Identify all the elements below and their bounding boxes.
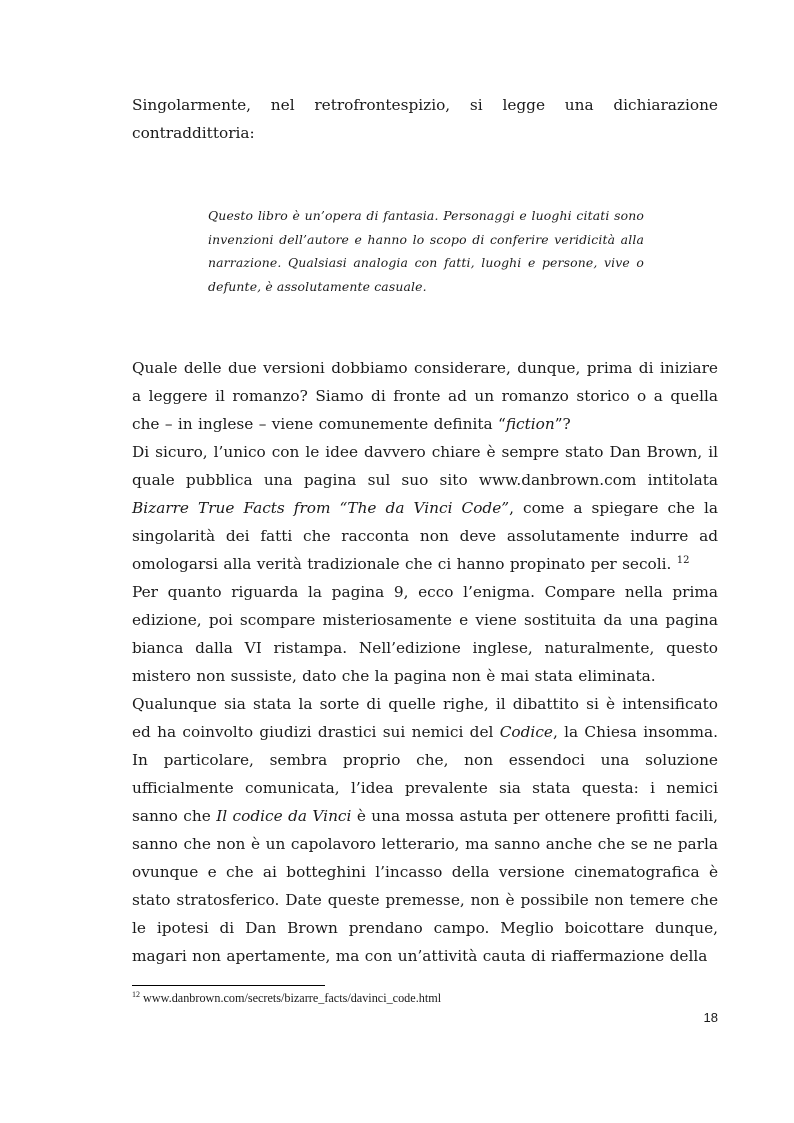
paragraph-1-emphasis: fiction <box>505 415 555 433</box>
quote-text: Questo libro è un’opera di fantasia. Personaggi e luoghi citati sono invenzioni dell’autore e hanno lo scopo di conferire veridicità alla narrazione. Qualsiasi analogia con fatti, luoghi e persone, vive o defunte, è assolutamente casuale. <box>208 208 644 294</box>
page-number: 18 <box>703 1010 718 1025</box>
paragraph-4-emphasis-2: Il codice da Vinci <box>216 807 352 825</box>
footnote-text: www.danbrown.com/secrets/bizarre_facts/davinci_code.html <box>140 991 442 1005</box>
paragraph-2-text-a: Di sicuro, l’unico con le idee davvero chiare è sempre stato Dan Brown, il quale pubblica una pagina sul suo sito www.danbrown.com intitolata <box>132 443 718 489</box>
footnote-number: 12 <box>132 989 140 999</box>
block-quote <box>208 204 644 298</box>
main-text <box>132 354 718 970</box>
paragraph-2-emphasis: Bizarre True Facts from “The da Vinci Code” <box>132 499 510 517</box>
paragraph-3-text: Per quanto riguarda la pagina 9, ecco l’enigma. Compare nella prima edizione, poi scompare misteriosamente e viene sostituita da una pagina bianca dalla VI ristampa. Nell’edizione inglese, naturalmente, questo mistero non sussiste, dato che la pagina non è mai stata eliminata. <box>132 583 718 685</box>
paragraph-1 <box>132 354 718 438</box>
paragraph-1-text-a: Quale delle due versioni dobbiamo considerare, dunque, prima di iniziare a leggere il romanzo? Siamo di fronte ad un romanzo storico o a quella che – in inglese – viene comunemente definita “ <box>132 359 718 433</box>
paragraph-4-text-c: è una mossa astuta per ottenere profitti facili, sanno che non è un capolavoro letterario, ma sanno anche che se ne parla ovunque e che ai botteghini l’incasso della versione cinematografica è stato stratosferico. Date queste premesse, non è possibile non temere che le ipotesi di Dan Brown prendano campo. Meglio boicottare dunque, magari non apertamente, ma con un’attività cauta di riaffermazione della <box>132 807 718 965</box>
paragraph-4-emphasis-1: Codice <box>499 723 553 741</box>
paragraph-2 <box>132 438 718 578</box>
paragraph-3 <box>132 578 718 690</box>
paragraph-1-text-b: ”? <box>554 415 571 433</box>
footnote <box>132 991 718 1006</box>
intro-paragraph <box>132 91 718 147</box>
paragraph-4-text-a: Qualunque sia stata la sorte di quelle righe, il dibattito si è intensificato ed ha coinvolto giudizi drastici sui nemici del <box>132 695 718 741</box>
paragraph-4 <box>132 690 718 970</box>
paragraph-2-text-b: , come a spiegare che la singolarità dei fatti che racconta non deve assolutamente indurre ad omologarsi alla verità tradizionale che ci hanno propinato per secoli. <box>132 499 718 573</box>
footnote-separator <box>132 985 325 986</box>
paragraph-4-text-b: , la Chiesa insomma. In particolare, sembra proprio che, non essendoci una soluzione ufficialmente comunicata, l’idea prevalente sia stata questa: i nemici sanno che <box>132 723 718 825</box>
intro-text: Singolarmente, nel retrofrontespizio, si legge una dichiarazione contraddittoria: <box>132 96 718 142</box>
footnote-reference[interactable]: 12 <box>676 554 690 566</box>
